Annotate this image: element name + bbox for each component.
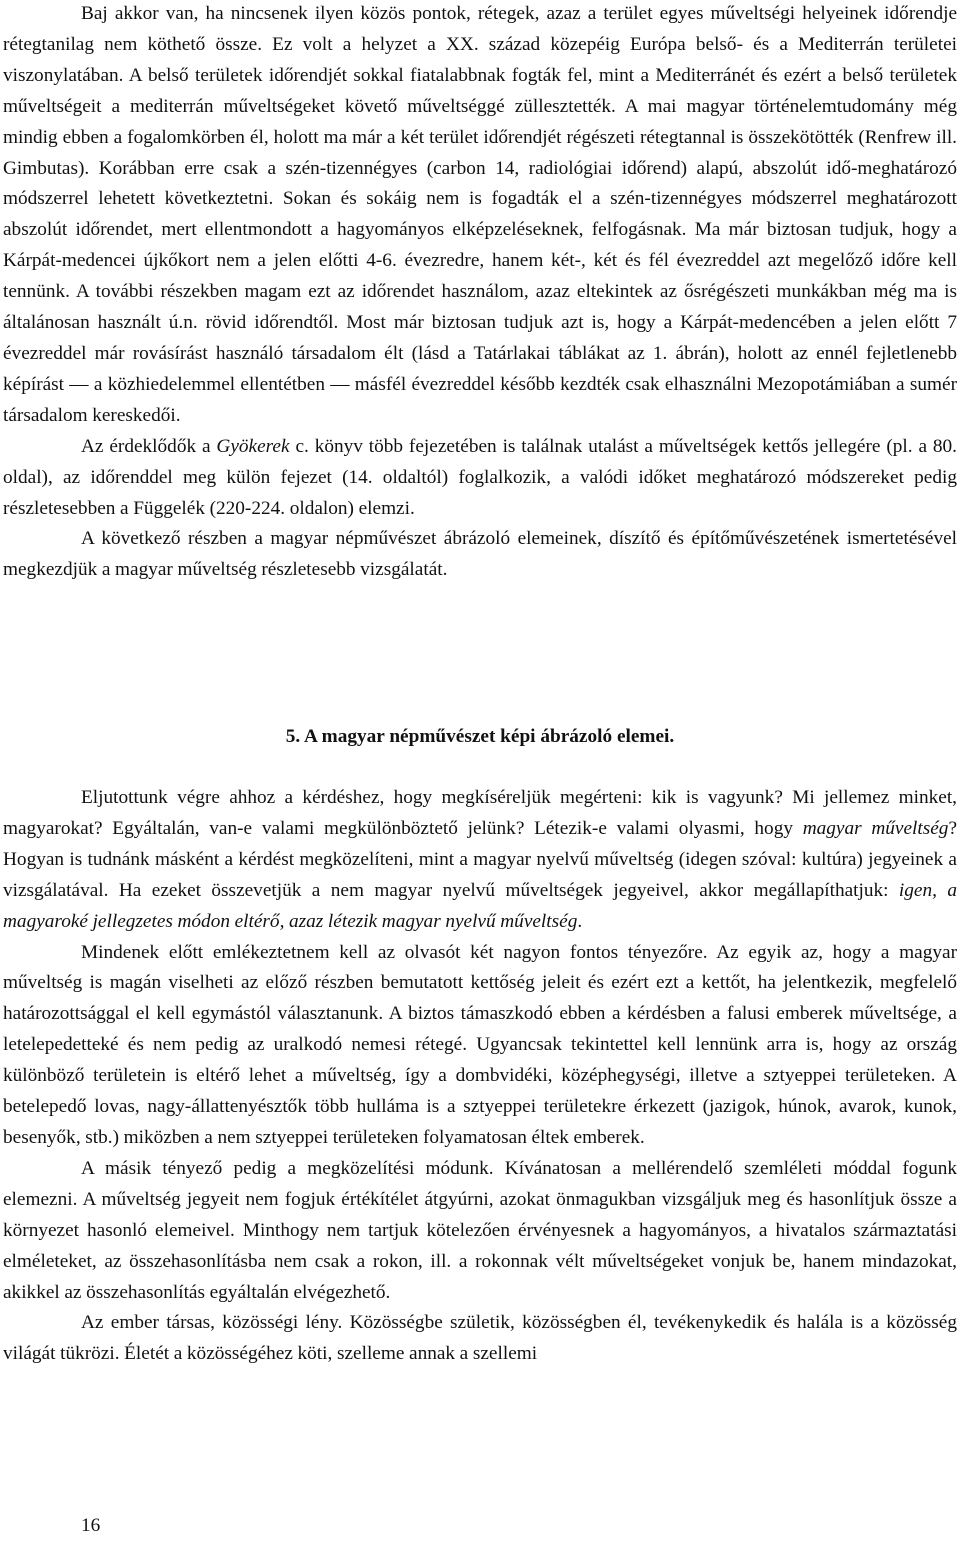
paragraph-who-are-we: [3, 783, 957, 938]
gyokerek-text-start: Az érdeklődők a: [81, 435, 217, 457]
section-intro-text: [3, 0, 957, 586]
book-title-gyokerek: Gyökerek: [216, 435, 290, 457]
section-folk-art-text: [3, 783, 957, 1370]
paragraph-social-being: Az ember társas, közösségi lény. Közösségbe születik, közösségben él, tevékenykedik és halála is a közösség világát tükrözi. Életét a közösségéhez köti, szelleme annak a szellemi: [3, 1312, 957, 1365]
paragraph-approach: A másik tényező pedig a megközelítési módunk. Kívánatosan a mellérendelő szemléleti móddal fogunk elemezni. A műveltség jegyeit nem fogjuk értékítélet átgyúrni, azokat önmagukban vizsgáljuk meg és hasonlítjuk össze a környezet hasonló elemeivel. Minthogy nem tartjuk kötelezően érvényesnek a hagyományos, a hivatalos származtatási elméleteket, az összehasonlításba nem csak a rokon, ill. a rokonnak vélt műveltségeket vonjuk be, hanem mindazokat, akikkel az összehasonlítás egyáltalán elvégezhető.: [3, 1157, 957, 1303]
p1-emphasis-conclusion: igen, a magyaroké jellegzetes módon eltérő, azaz létezik magyar nyelvű műveltség: [3, 879, 957, 932]
paragraph-gyokerek-reference: [3, 432, 957, 525]
p1-emphasis-culture: magyar műveltség: [802, 817, 949, 839]
paragraph-next-part: A következő részben a magyar népművészet ábrázoló elemeinek, díszítő és építőművészetének ismertetésével megkezdjük a magyar műveltség részletesebb vizsgálatát.: [3, 528, 957, 581]
gyokerek-text-end: c. könyv több fejezetében is találnak utalást a műveltségek kettős jellegére (pl. a 80. oldal), az időrenddel meg külön fejezet (14. oldaltól) foglalkozik, a valódi időket meghatározó módszereket pedig részletesebben a Függelék (220-224. oldalon) elemzi.: [3, 435, 957, 519]
section-heading: 5. A magyar népművészet képi ábrázoló elemei.: [285, 726, 675, 747]
paragraph-chronology: Baj akkor van, ha nincsenek ilyen közös pontok, rétegek, azaz a terület egyes műveltségi helyeinek időrendje rétegtanilag nem köthető össze. Ez volt a helyzet a XX. század közepéig Európa belső- és a Mediterrán területei viszonylatában. A belső területek időrendjét sokkal fiatalabbnak fogták fel, mint a Mediterránét és ezért a belső területek műveltségeit a mediterrán műveltségeket követő műveltséggé züllesztették. A mai magyar történelemtudomány még mindig ebben a fogalomkörben él, holott ma már a két terület időrendjét régészeti rétegtannal is összekötötték (Renfrew ill. Gimbutas). Korábban erre csak a szén-tizennégyes (carbon 14, radiológiai időrend) alapú, abszolút idő-meghatározó módszerrel lehetett következtetni. Sokan és sokáig nem is fogadták el a szén-tizennégyes módszerrel meghatározott abszolút időrendet, mert ellentmondott a hagyományos elképzeléseknek, felfogásnak. Ma már biztosan tudjuk, hogy a Kárpát-medencei újkőkort nem a jelen előtti 4-6. évezredre, hanem két-, két és fél évezreddel azt megelőző időre kell tennünk. A további részekben magam ezt az időrendet használom, azaz eltekintek az ősrégészeti munkákban még ma is általánosan használt ú.n. rövid időrendtől. Most már biztosan tudjuk azt is, hogy a Kárpát-medencében a jelen előtt 7 évezreddel már rovásírást használó társadalom élt (lásd a Tatárlakai táblákat az 1. ábrán), holott az ennél fejletlenebb képírást — a közhiedelemmel ellentétben — másfél évezreddel később kezdték csak elhasználni Mezopotámiában a sumér társadalom kereskedői.: [3, 3, 957, 426]
paragraph-two-factors: Mindenek előtt emlékeztetnem kell az olvasót két nagyon fontos tényezőre. Az egyik az, hogy a magyar műveltség is magán viselheti az előző részben bemutatott kettőség jeleit és ezért ezt a kettőt, ha jelentkezik, megfelelő határozottsággal el kell egymástól választanunk. A biztos támaszkodó ebben a kérdésben a falusi emberek műveltsége, a letelepedetteké és nem pedig az uralkodó nemesi rétegé. Ugyancsak tekintettel kell lennünk arra is, hogy az ország különböző területein is eltérő lehet a műveltség, így a dombvidéki, középhegységi, illetve a sztyeppei területeken. A betelepedő lovas, nagy-állattenyésztők több hulláma is a sztyeppei területekre érkezett (jazigok, húnok, avarok, kunok, besenyők, stb.) miközben a nem sztyeppei területeken folyamatosan éltek emberek.: [3, 941, 957, 1148]
page-number: 16: [81, 1515, 101, 1536]
p1-text-c: .: [577, 910, 583, 932]
p1-text-b: ? Hogyan is tudnánk másként a kérdést megközelíteni, mint a magyar nyelvű műveltség (idegen szóval: kultúra) jegyeinek a vizsgálatával. Ha ezeket összevetjük a nem magyar nyelvű műveltségek jegyeivel, akkor megállapíthatjuk:: [3, 817, 957, 901]
p1-text-a: Eljutottunk végre ahhoz a kérdéshez, hogy megkíséreljük megérteni: kik is vagyunk? Mi jellemez minket, magyarokat? Egyáltalán, van-e valami megkülönböztető jelünk? Létezik-e valami olyasmi, hogy: [3, 787, 957, 839]
